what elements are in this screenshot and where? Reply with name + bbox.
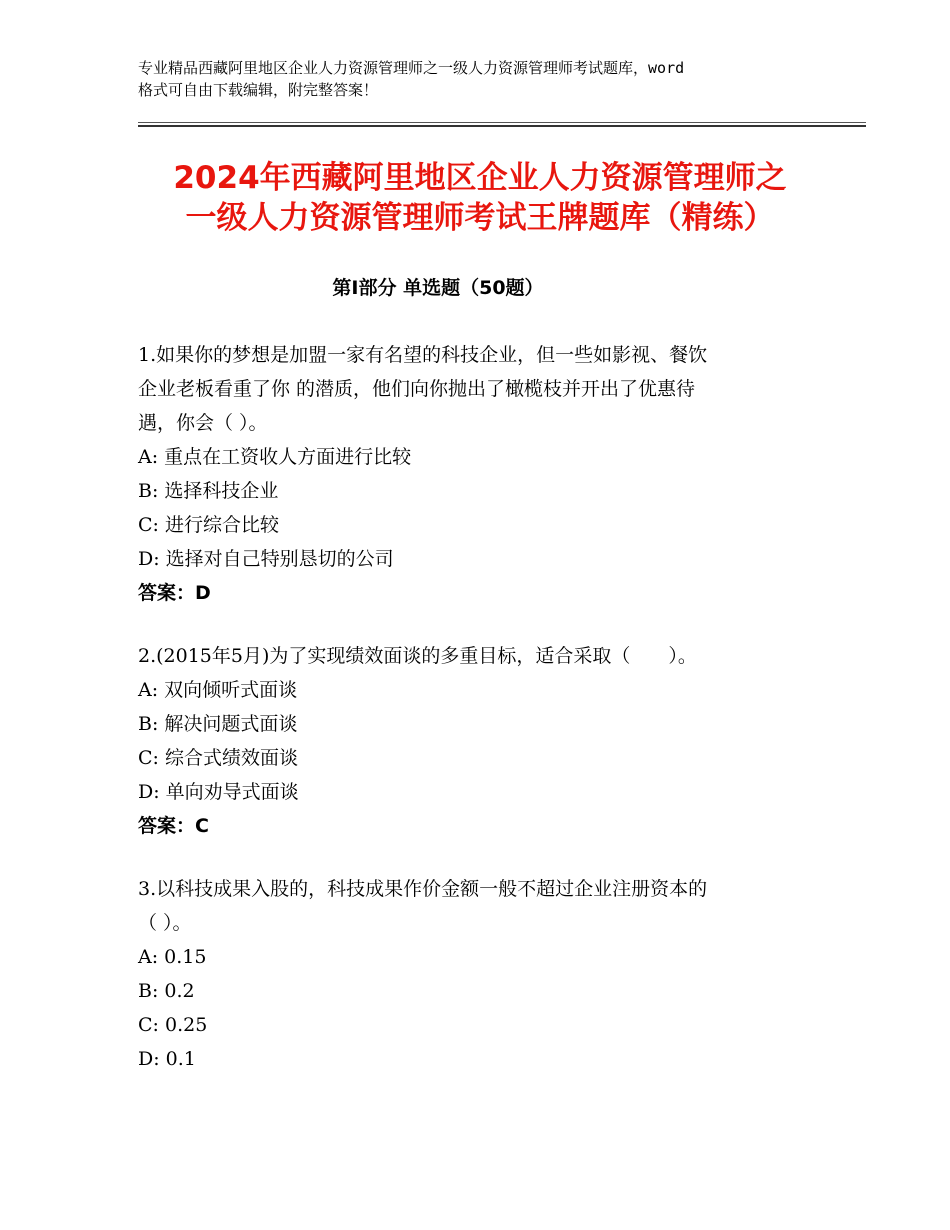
option-b: B: 0.2 [138, 980, 195, 1002]
option-d: D: 单向劝导式面谈 [138, 781, 299, 803]
question-stem-line: 企业老板看重了你 的潜质，他们向你抛出了橄榄枝并开出了优惠待 [138, 378, 696, 400]
option-c: C: 进行综合比较 [138, 514, 279, 536]
title-line-1: 2024年西藏阿里地区企业人力资源管理师之 [173, 160, 787, 196]
title-line-2: 一级人力资源管理师考试王牌题库（精练） [185, 200, 775, 236]
header-divider-thin [138, 122, 866, 123]
option-b: B: 解决问题式面谈 [138, 713, 298, 735]
option-a: A: 重点在工资收人方面进行比较 [138, 446, 412, 468]
header-note-line-2: 格式可自由下载编辑，附完整答案！ [138, 81, 379, 99]
option-a: A: 0.15 [138, 946, 207, 968]
option-d: D: 0.1 [138, 1048, 196, 1070]
question-stem-line: 3.以科技成果入股的，科技成果作价金额一般不超过企业注册资本的 [138, 878, 708, 900]
option-c: C: 0.25 [138, 1014, 208, 1036]
header-note-line-1: 专业精品西藏阿里地区企业人力资源管理师之一级人力资源管理师考试题库，word [138, 59, 685, 77]
option-a: A: 双向倾听式面谈 [138, 679, 298, 701]
document-title [120, 158, 840, 238]
header-note [138, 57, 838, 101]
header-divider-thick [138, 125, 866, 127]
option-b: B: 选择科技企业 [138, 480, 279, 502]
question-stem-line: （ ）。 [138, 912, 192, 934]
option-c: C: 综合式绩效面谈 [138, 747, 298, 769]
question-stem-line: 2.(2015年5月)为了实现绩效面谈的多重目标，适合采取（ ）。 [138, 645, 697, 667]
section-heading: 第Ⅰ部分 单选题（50题） [332, 277, 544, 299]
question-2 [138, 639, 818, 843]
question-stem-line: 1.如果你的梦想是加盟一家有名望的科技企业，但一些如影视、餐饮 [138, 344, 708, 366]
question-1 [138, 338, 818, 610]
answer-label: 答案：D [138, 582, 211, 604]
question-3 [138, 872, 818, 1076]
option-d: D: 选择对自己特别恳切的公司 [138, 548, 394, 570]
question-list [138, 338, 818, 1105]
answer-label: 答案：C [138, 815, 209, 837]
question-stem-line: 遇，你会（ ）。 [138, 412, 268, 434]
